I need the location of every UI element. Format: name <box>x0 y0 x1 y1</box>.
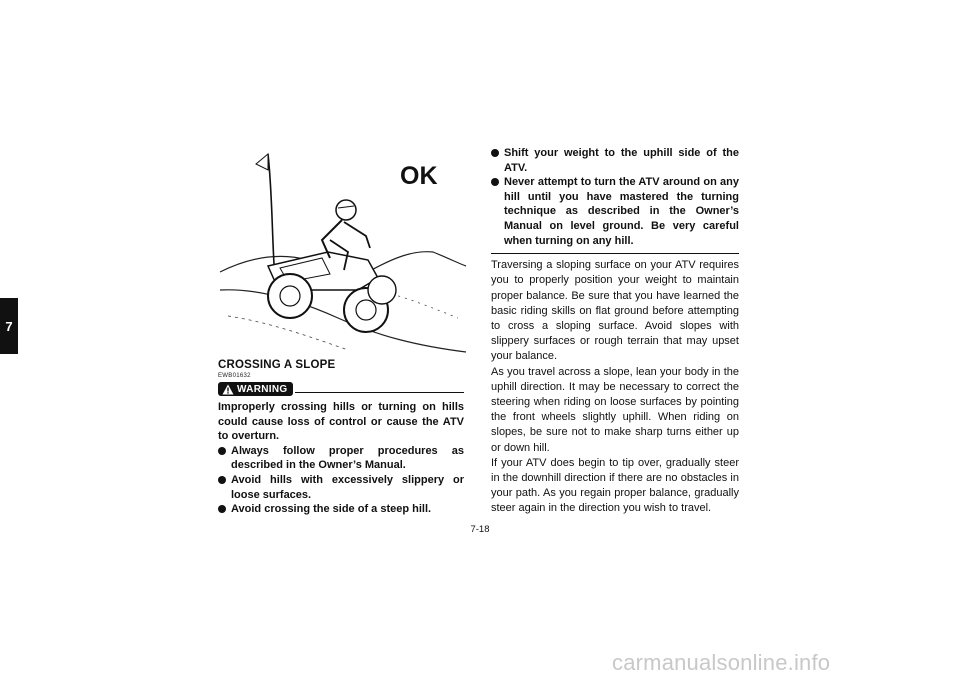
body-paragraph: As you travel across a slope, lean your body in the uphill direction. It may be necessary to correct the steering when riding on loose surfaces by pointing the front wheels slightly uphill. When riding on slopes, be sure not to make sharp turns either up or down hill. <box>491 365 739 454</box>
chapter-tab: 7 <box>0 298 18 354</box>
warning-bullet <box>218 502 464 517</box>
warning-bullet-text: Never attempt to turn the ATV around on any hill until you have mastered the turning technique as described in the Owner’s Manual on level ground. Be very careful when turning on any hill. <box>504 176 739 247</box>
left-column <box>218 358 464 517</box>
bullet-icon <box>218 476 226 484</box>
warning-bullet-text: Always follow proper procedures as described in the Owner’s Manual. <box>231 444 464 472</box>
body-paragraph: If your ATV does begin to tip over, gradually steer in the downhill direction if there are no obstacles in your path. As you regain proper balance, gradually steer again in the direction you wish to travel. <box>491 456 739 515</box>
bullet-icon <box>491 149 499 157</box>
right-column <box>491 146 739 517</box>
warning-badge <box>218 382 293 396</box>
warning-bullet-text: Avoid crossing the side of a steep hill. <box>231 503 432 516</box>
warning-header <box>218 381 464 397</box>
warning-text: Improperly crossing hills or turning on hills could cause loss of control or cause the ATV to overturn. <box>218 401 464 443</box>
warning-code: EWB01632 <box>218 373 251 379</box>
warning-bullet <box>491 175 739 248</box>
warning-bullets-left <box>218 444 464 517</box>
warning-end-rule <box>491 253 739 254</box>
atv-slope-illustration <box>218 140 468 358</box>
warning-bullet <box>491 146 739 175</box>
body-paragraph: Traversing a sloping surface on your ATV requires you to properly position your weight to maintain proper balance. Be sure that you have learned the basic riding skills on flat ground before attempting to cross a sloping surface. Avoid slopes with slippery surfaces or rough terrain that may upset your balance. <box>491 259 739 363</box>
warning-label: WARNING <box>237 383 288 395</box>
bullet-icon <box>218 505 226 513</box>
warning-bullet <box>218 473 464 502</box>
ok-label: OK <box>400 162 438 190</box>
warning-rule <box>295 392 464 393</box>
warning-bullet <box>218 444 464 473</box>
watermark: carmanualsonline.info <box>612 650 831 675</box>
page-number: 7-18 <box>470 524 490 535</box>
bullet-icon <box>491 178 499 186</box>
warning-triangle-icon <box>222 384 234 395</box>
bullet-icon <box>218 447 226 455</box>
warning-bullets-right <box>491 146 739 248</box>
warning-bullet-text: Shift your weight to the uphill side of the ATV. <box>504 147 739 174</box>
warning-bullet-text: Avoid hills with excessively slippery or loose surfaces. <box>231 473 464 501</box>
section-title: CROSSING A SLOPE <box>218 359 336 371</box>
